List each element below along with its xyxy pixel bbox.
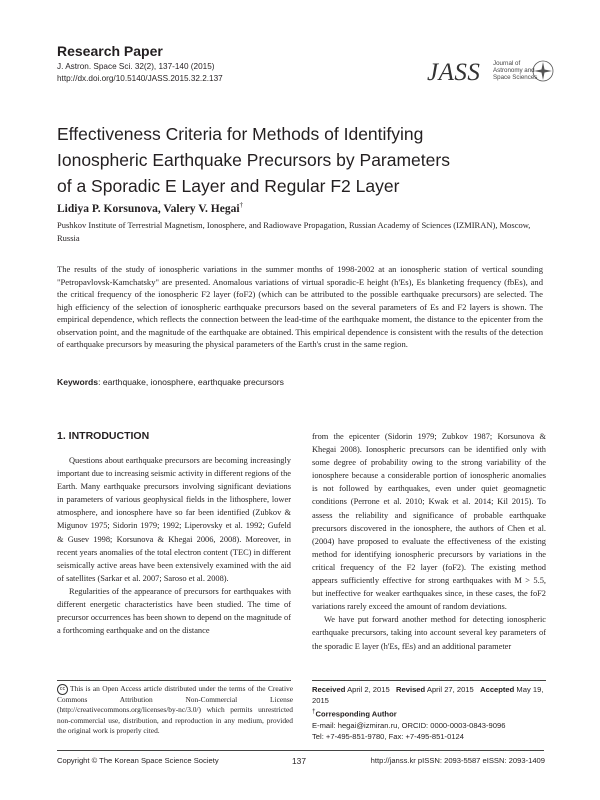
received-date: April 2, 2015 xyxy=(347,685,390,694)
doi-link[interactable]: http://dx.doi.org/10.5140/JASS.2015.32.2.137 xyxy=(57,73,223,83)
paragraph: from the epicenter (Sidorin 1979; Zubkov 1987; Korsunova & Khegai 2008). Ionospheric precursors can be identified only with some degree of probability owing to the strong variability of the ionosphere because a considerable portion of ionospheric anomalies is not followed by earthquakes, even under quiet geomagnetic conditions (Perrone et al. 2010; Kwak et al. 2014; Kil 2015). To assess the reliability and significance of probable earthquake precursors discovered in the ionosphere, the authors of Chen et al. (2004) have proposed to evaluate the effectiveness of the existing method for identifying ionospheric precursors by variations in the critical frequency of the F2 layer (foF2). The existing method appears sufficiently effective for strong earthquakes with M > 5.5, but ineffective for weaker earthquakes since, in these cases, the foF2 variations rarely exceed the amount of random deviations. xyxy=(312,432,546,612)
keywords xyxy=(57,377,284,387)
license-text: This is an Open Access article distributed under the terms of the Creative Commons Attribution Non-Commercial License (http://creativecommons.org/licenses/by-nc/3.0/) which permits unrestricted non-commercial use, distribution, and reproduction in any medium, provided the original work is properly cited. xyxy=(57,684,293,735)
revised-label: Revised xyxy=(396,685,426,694)
section-heading: 1. INTRODUCTION xyxy=(57,430,150,442)
title-line: Ionospheric Earthquake Precursors by Parameters xyxy=(57,150,450,170)
accepted-label: Accepted xyxy=(480,685,515,694)
column-right xyxy=(312,430,546,653)
revised-date: April 27, 2015 xyxy=(426,685,474,694)
column-left xyxy=(57,430,291,637)
journal-citation: J. Astron. Space Sci. 32(2), 137-140 (2015) xyxy=(57,62,215,71)
logo-star-icon xyxy=(531,59,555,83)
license-note xyxy=(57,684,293,736)
cc-icon: cc xyxy=(57,684,68,695)
corresponding-author xyxy=(312,706,552,720)
issn-info: http://janss.kr pISSN: 2093-5587 eISSN: 2093-1409 xyxy=(370,756,545,765)
date-line xyxy=(312,684,552,706)
paragraph: Regularities of the appearance of precursors for earthquakes with different energetic characteristics have been studied. The time of precursor occurrences has been shown to depend on the magnitude of a forthcoming earthquake and on the distance xyxy=(57,586,291,636)
logo-sub-line: Journal of xyxy=(493,60,521,67)
affiliation: Pushkov Institute of Terrestrial Magnetism, Ionosphere, and Radiowave Propagation, Russian Academy of Sciences (IZMIRAN), Moscow, Russia xyxy=(57,220,531,243)
logo-text: JASS xyxy=(427,59,481,86)
authors-text: Lidiya P. Korsunova, Valery V. Hegai xyxy=(57,202,240,215)
footer-divider xyxy=(57,750,544,751)
corresponding-label: Corresponding Author xyxy=(315,709,397,719)
received-label: Received xyxy=(312,685,346,694)
author-list xyxy=(57,201,243,215)
accepted-date: May 19, 2015 xyxy=(312,685,544,705)
paragraph: We have put forward another method for detecting ionospheric earthquake precursors, taking into account several key parameters of the sporadic E layer (h'Es, fEs) and an additional parameter xyxy=(312,615,546,651)
divider xyxy=(312,680,546,681)
abstract: The results of the study of ionospheric variations in the summer months of 1998-2002 at an ionospheric station of vertical sounding "Petropavlovsk-Kamchatsky" are presented. Anomalous variations of virtual sporadic-E height (h'Es), Es blanketing frequency (fbEs), and the critical frequency of the ionospheric F2 layer (foF2) (which can be attributed to the possible earthquake precursors) are selected. The high efficiency of the selection of ionospheric earthquake precursors based on the several parameters of Es and F2 layers is shown. The empirical dependence, which reflects the connection between the lead-time of the earthquake moment, the distance to the epicenter from the observation point, and the magnitude of the earthquake are obtained. This empirical dependence is consistent with the results of the detection of earthquake precursors by measuring the physical parameters of the Earth's crust in the same region. xyxy=(57,264,543,349)
divider xyxy=(57,680,291,681)
article-type: Research Paper xyxy=(57,43,163,59)
paper-title xyxy=(57,121,477,199)
keywords-label: Keywords xyxy=(57,377,99,387)
title-line: of a Sporadic E Layer and Regular F2 Layer xyxy=(57,176,400,196)
page-number: 137 xyxy=(292,756,306,766)
keywords-list: : earthquake, ionosphere, earthquake precursors xyxy=(98,377,284,387)
author-mark: † xyxy=(239,201,244,209)
contact-email: E-mail: hegai@izmiran.ru, ORCID: 0000-0003-0843-9096 xyxy=(312,720,506,730)
paragraph: Questions about earthquake precursors are becoming increasingly important due to increasing seismic activity in different regions of the Earth. Many earthquake precursors involving significant deviations in parameters of various geophysical fields in the lithosphere, lower atmosphere, and ionosphere have so far been identified (Zubkov & Migunov 1975; Sidorin 1979; 1992; Liperovsky et al. 1992; Gufeld & Gusev 1998; Korsunova & Khegai 2006, 2008). Moreover, in recent years anomalies of the total electron content (TEC) in different seismically active areas have been extensively examined with the aid of satellites (Sarkar et al. 2007; Saroso et al. 2008). xyxy=(57,456,291,583)
author-mark: † xyxy=(312,708,316,715)
logo-sub-line: Space Sciences xyxy=(493,74,538,82)
logo-sub-line: Astronomy and xyxy=(493,67,535,75)
citation-block xyxy=(57,61,223,84)
copyright: Copyright © The Korean Space Science Society xyxy=(57,756,219,765)
jass-logo xyxy=(427,57,557,97)
contact-phone: Tel: +7-495-851-9780, Fax: +7-495-851-0124 xyxy=(312,731,464,741)
title-line: Effectiveness Criteria for Methods of Identifying xyxy=(57,124,424,144)
article-dates xyxy=(312,684,552,742)
